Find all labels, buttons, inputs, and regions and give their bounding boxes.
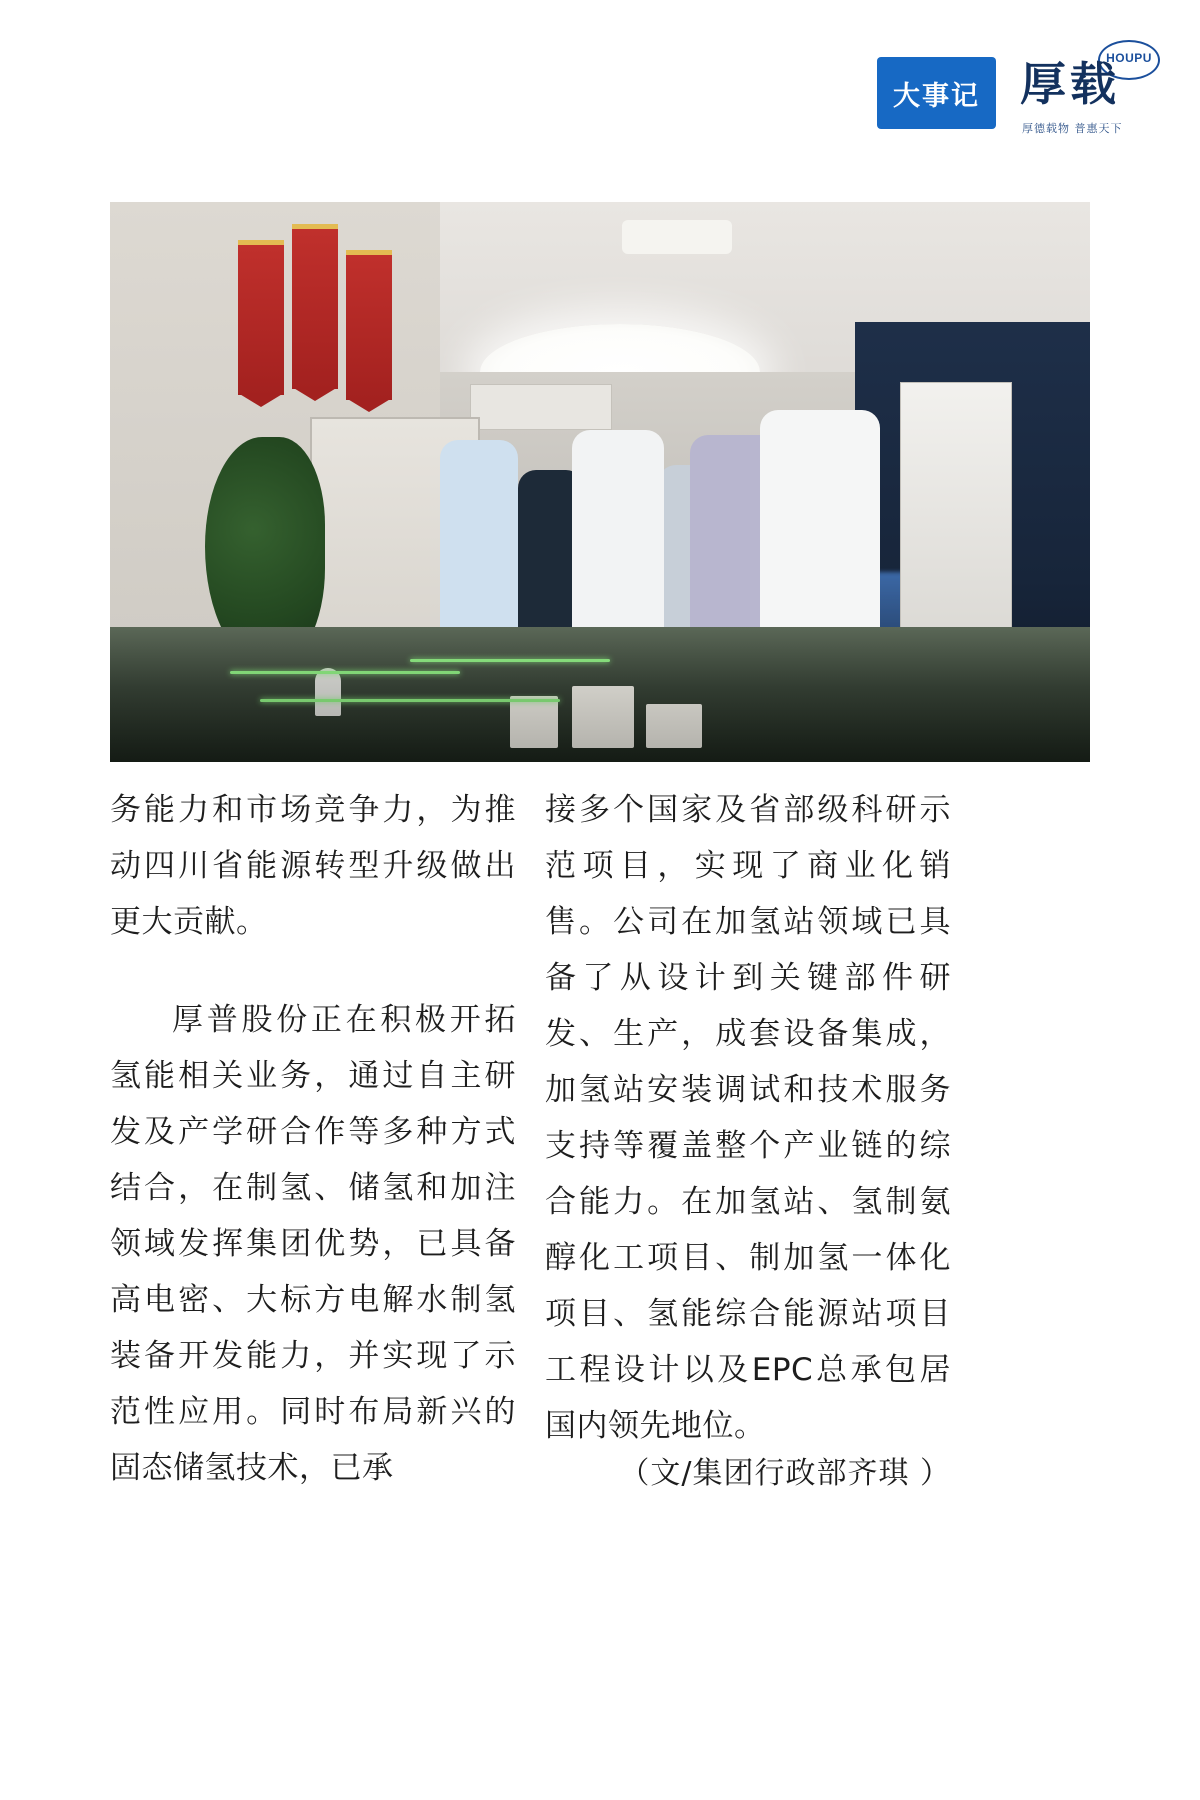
- page-header: [0, 0, 1200, 170]
- photo-banner: [346, 250, 392, 400]
- photo-person: [572, 430, 664, 640]
- photo-person: [440, 440, 518, 640]
- photo-model-glass: [110, 627, 1090, 762]
- photo-banner-tail: [292, 387, 338, 401]
- logo-slogan: 厚德载物 普惠天下: [1022, 122, 1123, 135]
- section-badge: 大事记: [877, 57, 996, 129]
- photo-scale-model: [110, 627, 1090, 762]
- logo-chinese-name: 厚载: [1020, 57, 1120, 111]
- photo-person: [760, 410, 880, 640]
- article-photo: [110, 202, 1090, 762]
- logo-mark-text: HOUPU: [1106, 51, 1152, 65]
- photo-banner: [238, 240, 284, 395]
- photo-banner-tail: [346, 398, 392, 412]
- photo-banner: [292, 224, 338, 389]
- paragraph: 务能力和市场竞争力，为推动四川省能源转型升级做出更大贡献。: [110, 792, 516, 940]
- article-byline: （文/集团行政部齐琪 ）: [619, 1456, 951, 1491]
- article-column-left: [110, 782, 516, 1496]
- brand-logo: [1020, 40, 1160, 150]
- photo-banner-tail: [238, 393, 284, 407]
- paragraph: 厚普股份正在积极开拓氢能相关业务，通过自主研发及产学研合作等多种方式结合，在制氢、储氢和加注领域发挥集团优势，已具备高电密、大标方电解水制氢装备开发能力，并实现了示范性应用。同时布局新兴的固态储氢技术，已承: [110, 1002, 516, 1486]
- paragraph: 接多个国家及省部级科研示范项目，实现了商业化销售。公司在加氢站领域已具备了从设计到关键部件研发、生产，成套设备集成，加氢站安装调试和技术服务支持等覆盖整个产业链的综合能力。在加氢站、氢制氨醇化工项目、制加氢一体化项目、氢能综合能源站项目工程设计以及EPC总承包居国内领先地位。: [545, 792, 951, 1444]
- article-column-right: [545, 782, 951, 1454]
- paragraph-spacer: [110, 950, 516, 992]
- photo-ceiling-light-small: [622, 220, 732, 254]
- photo-signboard: [470, 384, 612, 430]
